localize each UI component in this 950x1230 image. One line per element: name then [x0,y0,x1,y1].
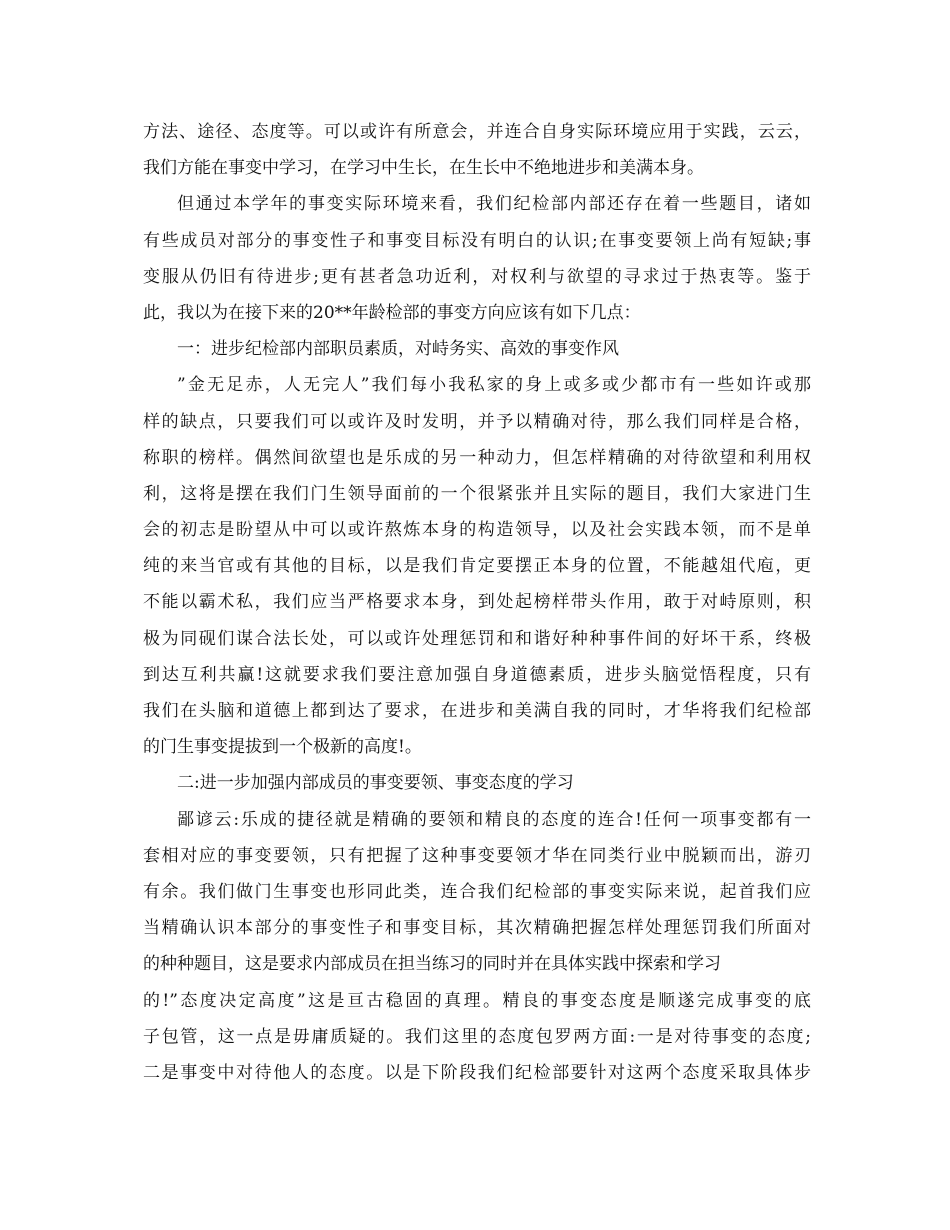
text-line: 有些成员对部分的事变性子和事变目标没有明白的认识;在事变要领上尚有短缺;事 [143,230,811,251]
text-line: 此，我以为在接下来的20**年龄检部的事变方向应该有如下几点： [143,302,641,323]
text-line: 的门生事变提拔到一个极新的高度!。 [143,737,422,758]
text-line: 利，这将是摆在我们门生领导面前的一个很紧张并且实际的题目，我们大家进门生 [143,483,811,504]
text-line: 变服从仍旧有待进步;更有甚者急功近利，对权利与欲望的寻求过于热衷等。鉴于 [143,266,811,287]
text-line: 样的缺点，只要我们可以或许及时发明，并予以精确对待，那么我们同样是合格， [143,411,811,432]
text-line: 纯的来当官或有其他的目标，以是我们肯定要摆正本身的位置，不能越俎代庖，更 [143,556,811,577]
text-line: 子包管，这一点是毋庸质疑的。我们这里的态度包罗两方面:一是对待事变的态度; [143,1026,811,1047]
text-line: 的种种题目，这是要求内部成员在担当练习的同时并在具体实践中探索和学习 [143,954,721,975]
text-line: 称职的榜样。偶然间欲望也是乐成的另一种动力，但怎样精确的对待欲望和利用权 [143,447,811,468]
text-line: 的!”态度决定高度”这是亘古稳固的真理。精良的事变态度是顺遂完成事变的底 [143,990,811,1011]
text-line: 到达互利共赢!这就要求我们要注意加强自身道德素质，进步头脑觉悟程度，只有 [143,664,811,685]
text-line: 极为同砚们谋合法长处，可以或许处理惩罚和和谐好种种事件间的好坏干系，终极 [143,628,811,649]
text-line: 会的初志是盼望从中可以或许熬炼本身的构造领导，以及社会实践本领，而不是单 [143,520,811,541]
text-line: 一：进步纪检部内部职员素质，对峙务实、高效的事变作风 [177,339,619,360]
text-line: 二:进一步加强内部成员的事变要领、事变态度的学习 [177,773,574,794]
text-line: 但通过本学年的事变实际环境来看，我们纪检部内部还存在着一些题目，诸如 [177,194,811,215]
text-line: 二是事变中对待他人的态度。以是下阶段我们纪检部要针对这两个态度采取具体步 [143,1062,811,1083]
text-line: 有余。我们做门生事变也形同此类，连合我们纪检部的事变实际来说，起首我们应 [143,881,811,902]
text-line: 不能以霸术私，我们应当严格要求本身，到处起榜样带头作用，敢于对峙原则，积 [143,592,811,613]
text-line: 鄙谚云:乐成的捷径就是精确的要领和精良的态度的连合!任何一项事变都有一 [177,809,811,830]
text-line: 套相对应的事变要领，只有把握了这种事变要领才华在同类行业中脱颖而出，游刃 [143,845,811,866]
text-line: 我们在头脑和道德上都到达了要求，在进步和美满自我的同时，才华将我们纪检部 [143,701,811,721]
text-line: 我们方能在事变中学习，在学习中生长，在生长中不绝地进步和美满本身。 [143,158,704,179]
text-line: 方法、途径、态度等。可以或许有所意会，并连合自身实际环境应用于实践，云云， [143,122,811,142]
body-text [143,114,811,1091]
text-line: ”金无足赤，人无完人”我们每小我私家的身上或多或少都市有一些如许或那 [177,375,811,396]
text-line: 当精确认识本部分的事变性子和事变目标，其次精确把握怎样处理惩罚我们所面对 [143,918,811,939]
